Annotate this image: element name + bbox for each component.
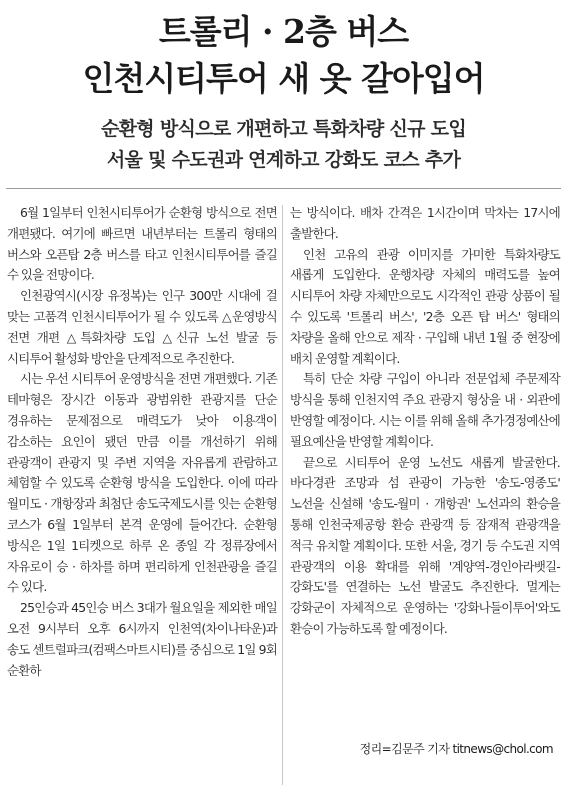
paragraph: 인천광역시(시장 유정복)는 인구 300만 시대에 걸 맞는 고품격 인천시티투어가 될 수 있도록 △운영방식 전면 개편 △특화차량 도입 △신규 노선 발굴 등 시티투어 활성화 방안을 단계적으로 추진한다.	[7, 288, 277, 366]
paragraph: 25인승과 45인승 버스 3대가 월요일을 제외한 매일 오전 9시부터 오후 6시까지 인천역(차이나타운)과 송도 센트럴파크(컴팩스마트시티)를 중심으로 1일 9회 순환하	[7, 600, 277, 678]
header-rule	[6, 188, 561, 189]
article-column-left	[7, 203, 277, 681]
subheadline-line-1: 순환형 방식으로 개편하고 특화차량 신규 도입	[100, 118, 466, 140]
paragraph: 끝으로 시티투어 운영 노선도 새롭게 발굴한다. 바다경관 조망과 섬 관광이 가능한 '송도-영종도' 노선을 신설해 '송도-월미 · 개항권' 노선과의 환승을 통해 인천국제공항 환승 관광객 등 잠재적 관광객을 적극 유치할 계획이다. 또한 서울, 경기 등 수도권 지역 관광객의 이용 확대를 위해 '계양역-경인아라뱃길-강화도'를 연결하는 노선 발굴도 추진한다. 멀게는 강화군이 자체적으로 운영하는 '강화나들이투어'와도 환승이 가능하도록 할 예정이다.	[290, 454, 560, 636]
article-column-right	[290, 203, 560, 640]
paragraph-continuation: 는 방식이다. 배차 간격은 1시간이며 막차는 17시에 출발한다.	[290, 205, 560, 241]
headline-line-2: 인천시티투어 새 옷 갈아입어	[82, 59, 485, 98]
paragraph: 6월 1일부터 인천시티투어가 순환형 방식으로 전면 개편됐다. 여기에 빠르면 내년부터는 트롤리 형태의 버스와 오픈탑 2층 버스를 타고 인천시티투어를 즐길 수 있을 전망이다.	[7, 205, 277, 283]
paragraph: 인천 고유의 관광 이미지를 가미한 특화차량도 새롭게 도입한다. 운행차량 자체의 매력도를 높여 시티투어 차량 자체만으로도 시각적인 관광 상품이 될 수 있도록 '트롤리 버스', '2층 오픈 탑 버스' 형태의 차량을 올해 안으로 제작 · 구입해 내년 1월 중 현장에 배치 운영할 계획이다.	[290, 246, 560, 366]
paragraph: 특히 단순 차량 구입이 아니라 전문업체 주문제작 방식을 통해 인천지역 주요 관광지 형상을 내 · 외관에 반영할 예정이다. 시는 이를 위해 올해 추가경정예산에 필요예산을 반영할 계획이다.	[290, 371, 560, 449]
headline-line-1: 트롤리 · 2층 버스	[158, 12, 409, 51]
paragraph: 시는 우선 시티투어 운영방식을 전면 개편했다. 기존 테마형은 장시간 이동과 광범위한 관광지를 단순 경유하는 문제점으로 매력도가 낮아 이용객이 감소하는 요인이 됐던 만큼 이를 개선하기 위해 관광객이 관광지 및 주변 지역을 자유롭게 관람하고 체험할 수 있도록 순환형 방식을 도입한다. 이에 따라 월미도 · 개항장과 최첨단 송도국제도시를 잇는 순환형 코스가 6월 1일부터 본격 운영에 들어간다. 순환형 방식은 1일 1티켓으로 하루 온 종일 각 정류장에서 자유로이 승 · 하차를 하며 편리하게 인천관광을 즐길 수 있다.	[7, 371, 277, 595]
subheadline-line-2: 서울 및 수도권과 연계하고 강화도 코스 추가	[106, 149, 461, 171]
byline: 정리=김문주 기자 titnews@chol.com	[359, 742, 553, 756]
column-divider	[282, 205, 283, 785]
